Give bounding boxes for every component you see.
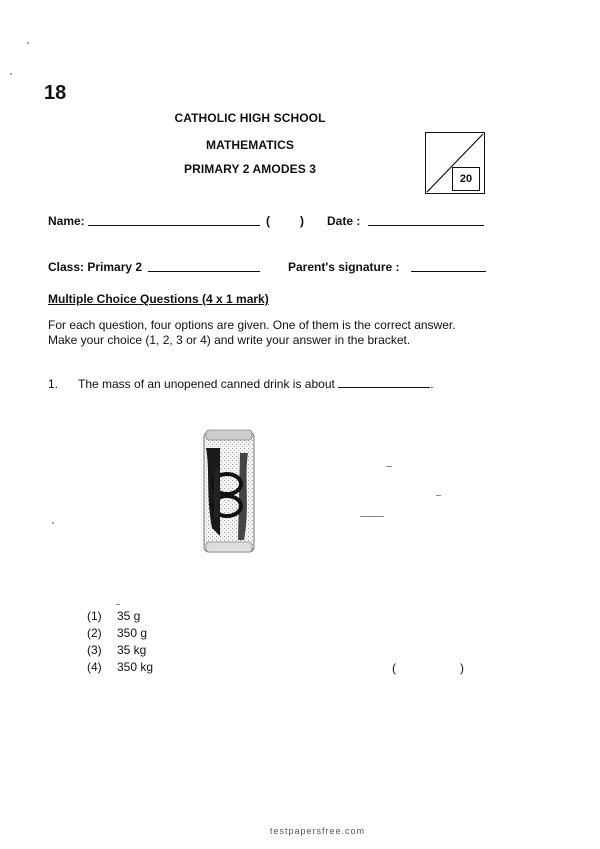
score-total: 20 (452, 167, 480, 191)
question-number: 1. (48, 377, 59, 391)
class-label: Class: Primary 2 (48, 260, 143, 274)
option-1[interactable]: (1) 35 g (87, 609, 141, 623)
question-blank-end: . (430, 377, 434, 391)
class-field[interactable] (148, 260, 260, 272)
footer-watermark: testpapersfree.com (270, 826, 366, 836)
answer-bracket-open: ( (392, 661, 396, 675)
question-blank (338, 376, 430, 388)
scan-speck (386, 466, 392, 467)
instructions: For each question, four options are given. One of them is the correct answer. Make your choice (1, 2, 3 or 4) and write your answer in the bracket. (48, 318, 456, 347)
date-field[interactable] (368, 214, 484, 226)
option-3[interactable]: (3) 35 kg (87, 643, 147, 657)
name-label: Name: (48, 214, 85, 228)
name-bracket-open: ( (266, 214, 270, 228)
scan-speck (52, 522, 54, 524)
parent-signature-field[interactable] (411, 260, 486, 272)
parent-signature-label: Parent's signature : (288, 260, 400, 274)
name-field[interactable] (88, 214, 260, 226)
scan-speck (436, 495, 441, 496)
answer-bracket-close: ) (460, 661, 464, 675)
school-name: CATHOLIC HIGH SCHOOL (174, 111, 326, 125)
name-bracket-close: ) (300, 214, 304, 228)
answer-field[interactable] (402, 658, 454, 676)
level-title: PRIMARY 2 AMODES 3 (183, 162, 317, 176)
option-2[interactable]: (2) 350 g (87, 626, 148, 640)
score-box (425, 132, 485, 194)
scan-speck (10, 73, 12, 75)
date-label: Date : (327, 214, 361, 228)
option-4[interactable]: (4) 350 kg (87, 660, 154, 674)
question-text: The mass of an unopened canned drink is about (78, 377, 335, 391)
question-1 (48, 376, 434, 391)
options-list (87, 608, 153, 676)
canned-drink-image (200, 428, 258, 556)
page-number: 18 (44, 82, 67, 104)
scan-speck (116, 604, 120, 605)
subject-title: MATHEMATICS (206, 138, 294, 152)
scan-speck (360, 516, 384, 517)
scan-speck (27, 42, 29, 44)
section-title: Multiple Choice Questions (4 x 1 mark) (48, 292, 269, 306)
